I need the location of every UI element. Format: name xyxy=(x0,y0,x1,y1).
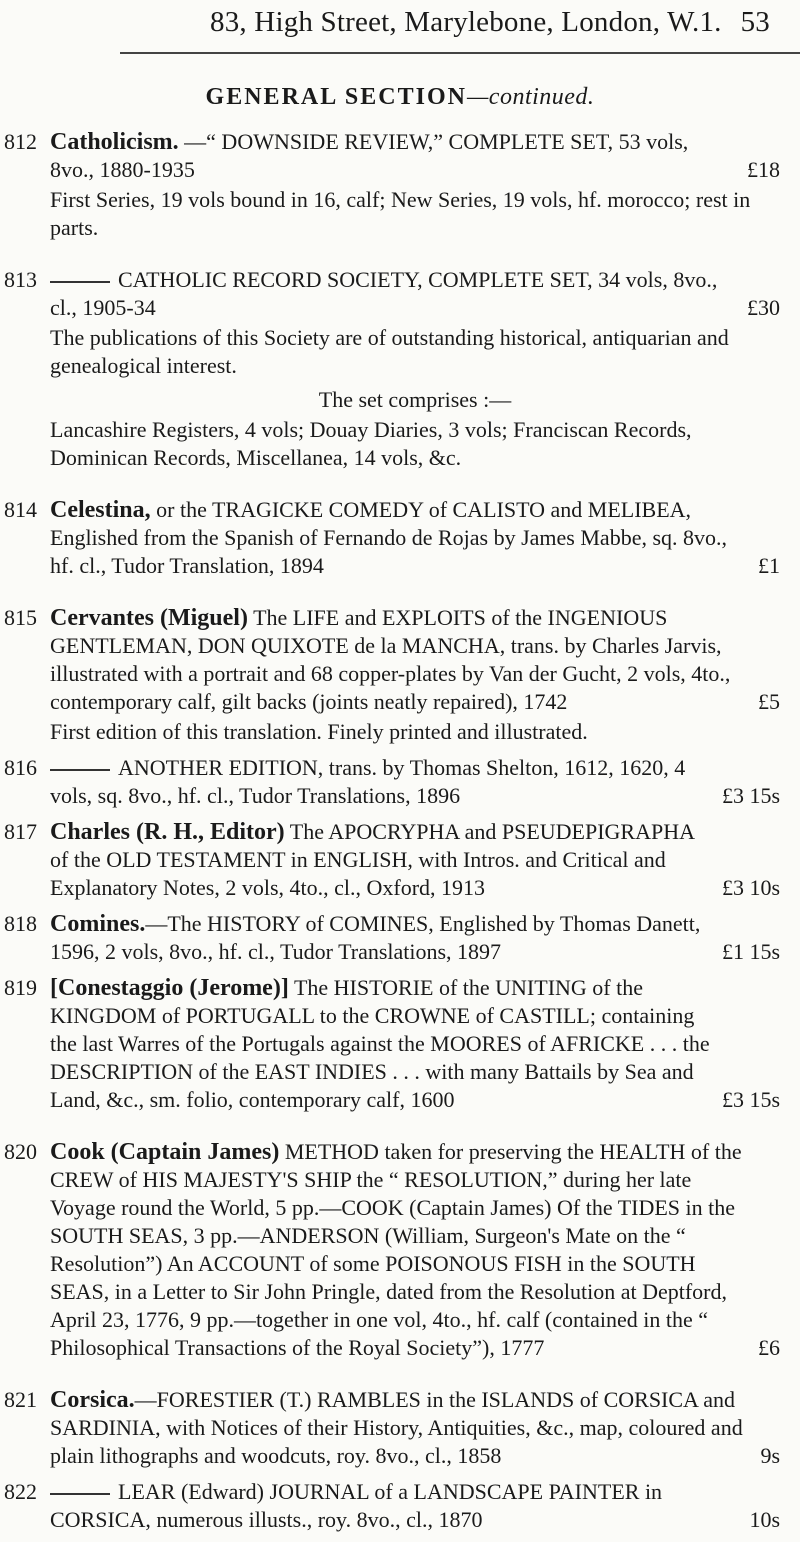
catalogue-entry xyxy=(0,1386,780,1470)
catalogue-entry xyxy=(0,1138,780,1362)
header-rule xyxy=(120,52,800,54)
entry-price: £30 xyxy=(747,295,780,320)
catalogue-entry xyxy=(0,604,780,746)
ditto-rule xyxy=(50,769,110,771)
entry-text: —“ DOWNSIDE REVIEW,” COMPLETE SET, 53 vols, 8vo., 1880-1935 xyxy=(50,129,689,182)
entry-lead: Charles (R. H., Editor) xyxy=(50,819,285,845)
entry-text: —The HISTORY of COMINES, Englished by Thomas Danett, 1596, 2 vols, 8vo., hf. cl., Tudor Translations, 1897 xyxy=(50,911,701,964)
entry-number: 819 xyxy=(4,975,37,1000)
entry-text: ANOTHER EDITION, trans. by Thomas Shelton, 1612, 1620, 4 vols, sq. 8vo., hf. cl., Tudor Translations, 1896 xyxy=(50,755,686,808)
catalogue-entry xyxy=(0,910,780,966)
ditto-rule xyxy=(50,281,110,283)
entry-price: £6 xyxy=(758,1335,780,1360)
entry-lead: Cook (Captain James) xyxy=(50,1139,280,1165)
entry-text: The LIFE and EXPLOITS of the INGENIOUS GENTLEMAN, DON QUIXOTE de la MANCHA, trans. by Charles Jarvis, illustrated with a portrait and 68 copper-plates by Van der Gucht, 2 vols, 4to., contemporary calf, gilt backs (joints neatly repaired), 1742 xyxy=(50,605,731,714)
entry-number: 822 xyxy=(4,1479,37,1504)
entry-text: or the TRAGICKE COMEDY of CALISTO and MELIBEA, Englished from the Spanish of Fernando de Rojas by James Mabbe, sq. 8vo., hf. cl., Tudor Translation, 1894 xyxy=(50,497,728,578)
entry-number: 820 xyxy=(4,1139,37,1164)
section-title xyxy=(0,84,800,111)
entry-lead: Celestina, xyxy=(50,497,151,523)
entry-price: £1 xyxy=(758,553,780,578)
catalogue-entry xyxy=(0,818,780,902)
catalogue-entry xyxy=(0,1478,780,1534)
entry-note: First Series, 19 vols bound in 16, calf; New Series, 19 vols, hf. morocco; rest in parts. xyxy=(50,187,751,240)
entry-price: 9s xyxy=(760,1443,780,1468)
entry-note: Lancashire Registers, 4 vols; Douay Diaries, 3 vols; Franciscan Records, Dominican Records, Miscellanea, 14 vols, &c. xyxy=(50,417,692,470)
running-head-address: 83, High Street, Marylebone, London, W.1. xyxy=(210,6,722,38)
entry-text: The APOCRYPHA and PSEUDEPIGRAPHA of the OLD TESTAMENT in ENGLISH, with Intros. and Critical and Explanatory Notes, 2 vols, 4to., cl., Oxford, 1913 xyxy=(50,819,694,900)
page-number: 53 xyxy=(740,6,770,38)
entry-number: 814 xyxy=(4,497,37,522)
entry-number: 815 xyxy=(4,605,37,630)
catalogue-entry xyxy=(0,266,780,472)
entry-note: First edition of this translation. Finely printed and illustrated. xyxy=(50,719,588,744)
entry-price: £1 15s xyxy=(721,939,780,964)
section-continued: —continued. xyxy=(466,84,595,110)
entry-price: 10s xyxy=(749,1507,780,1532)
entry-text: CATHOLIC RECORD SOCIETY, COMPLETE SET, 34 vols, 8vo., cl., 1905-34 xyxy=(50,267,718,320)
entry-lead: Cervantes (Miguel) xyxy=(50,605,248,631)
entry-number: 818 xyxy=(4,911,37,936)
entry-price: £3 15s xyxy=(721,1087,780,1112)
running-head xyxy=(210,6,770,39)
entry-price: £18 xyxy=(747,157,780,182)
entry-number: 821 xyxy=(4,1387,37,1412)
entry-note: The set comprises :— xyxy=(318,387,512,412)
catalogue-entry xyxy=(0,974,780,1114)
entry-number: 813 xyxy=(4,267,37,292)
catalogue-entry xyxy=(0,754,780,810)
catalogue-entries xyxy=(0,128,780,1542)
catalogue-entry xyxy=(0,496,780,580)
entry-number: 816 xyxy=(4,755,37,780)
entry-lead: Catholicism. xyxy=(50,129,179,155)
entry-lead: Corsica. xyxy=(50,1387,135,1413)
entry-text: LEAR (Edward) JOURNAL of a LANDSCAPE PAINTER in CORSICA, numerous illusts., roy. 8vo., cl., 1870 xyxy=(50,1479,663,1532)
entry-note: The publications of this Society are of outstanding historical, antiquarian and genealogical interest. xyxy=(50,325,729,378)
entry-lead: Comines. xyxy=(50,911,146,937)
ditto-rule xyxy=(50,1493,110,1495)
catalogue-entry xyxy=(0,128,780,242)
entry-text: —FORESTIER (T.) RAMBLES in the ISLANDS of CORSICA and SARDINIA, with Notices of their History, Antiquities, &c., map, coloured and plain lithographs and woodcuts, roy. 8vo., cl., 1858 xyxy=(50,1387,743,1468)
entry-text: The HISTORIE of the UNITING of the KINGDOM of PORTUGALL to the CROWNE of CASTILL; containing the last Warres of the Portugals against the MOORES of AFRICKE . . . the DESCRIPTION of the EAST INDIES . . . with many Battails by Sea and Land, &c., sm. folio, contemporary calf, 1600 xyxy=(50,975,710,1112)
entry-lead: [Conestaggio (Jerome)] xyxy=(50,975,289,1001)
entry-number: 812 xyxy=(4,129,37,154)
entry-price: £5 xyxy=(758,689,780,714)
section-title-text: GENERAL SECTION xyxy=(205,84,467,110)
entry-price: £3 10s xyxy=(721,875,780,900)
entry-price: £3 15s xyxy=(721,783,780,808)
entry-number: 817 xyxy=(4,819,37,844)
entry-text: METHOD taken for preserving the HEALTH of the CREW of HIS MAJESTY'S SHIP the “ RESOLUTION,” during her late Voyage round the World, 5 pp.—COOK (Captain James) Of the TIDES in the SOUTH SEAS, 3 pp.—ANDERSON (William, Surgeon's Mate on the “ Resolution”) An ACCOUNT of some POISONOUS FISH in the SOUTH SEAS, in a Letter to Sir John Pringle, dated from the Resolution at Deptford, April 23, 1776, 9 pp.—together in one vol, 4to., hf. calf (contained in the “ Philosophical Transactions of the Royal Society”), 1777 xyxy=(50,1139,742,1360)
